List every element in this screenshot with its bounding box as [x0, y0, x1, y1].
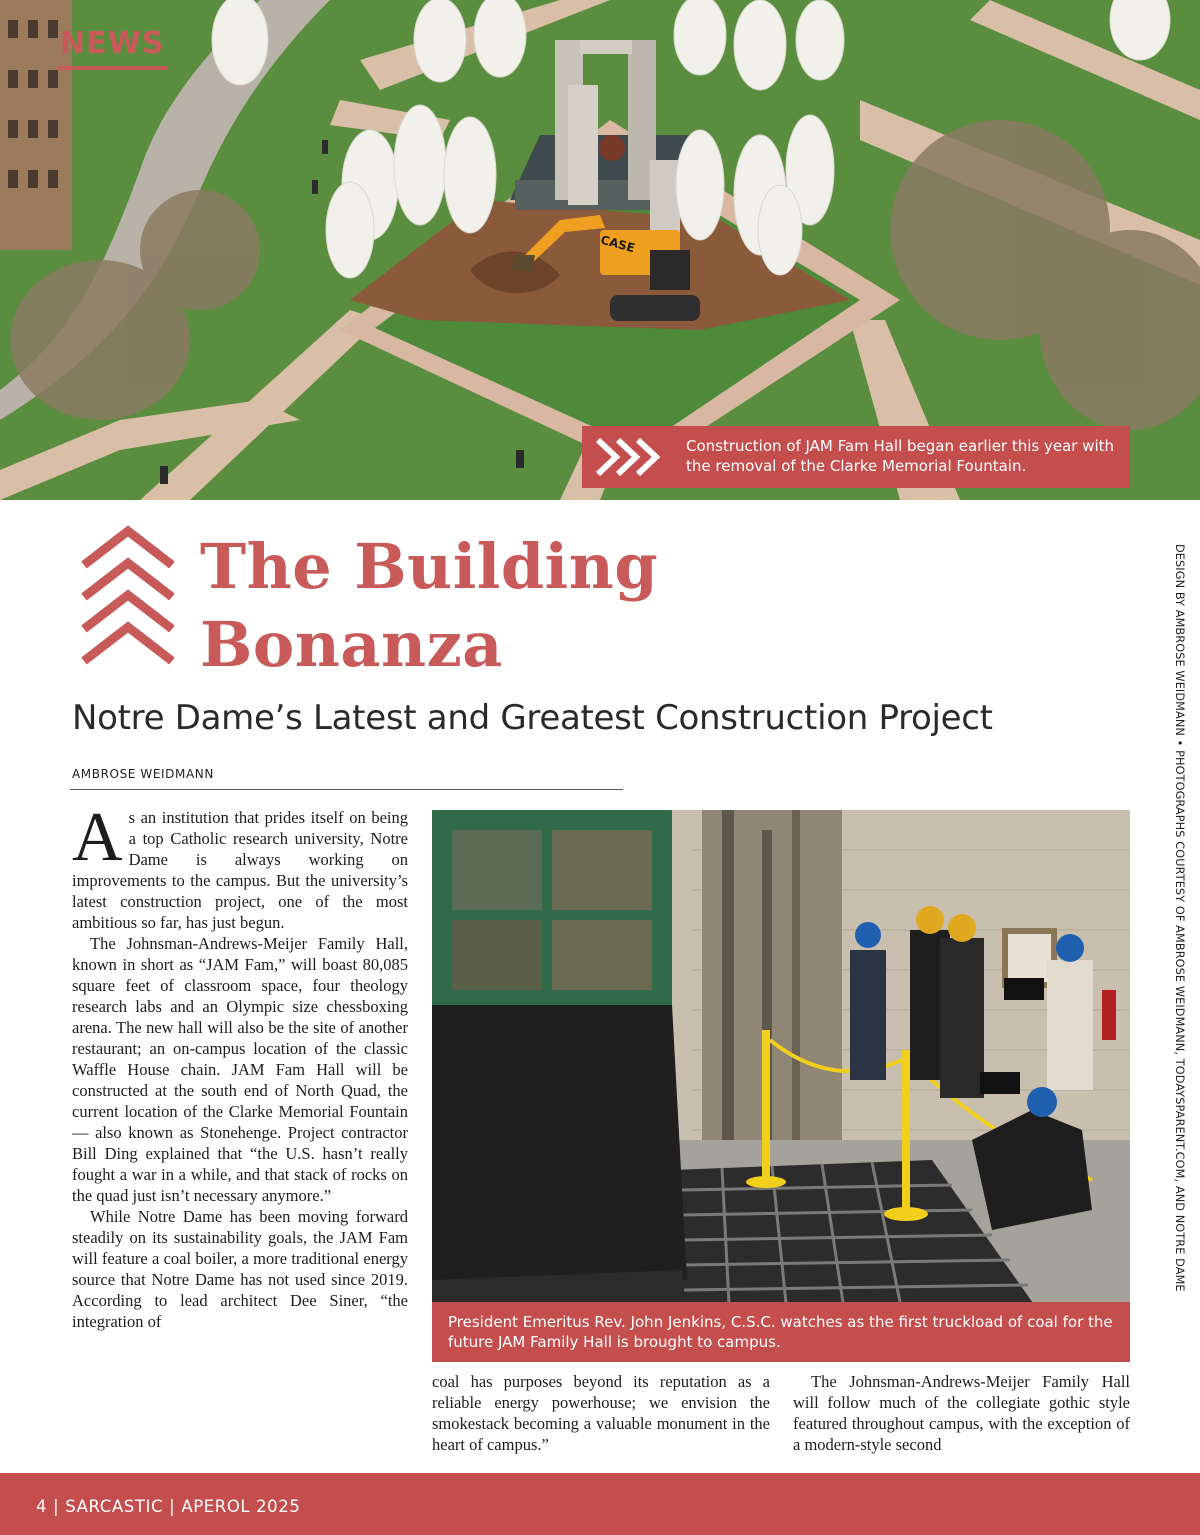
photo-credit: DESIGN BY AMBROSE WEIDMANN • PHOTOGRAPHS COURTESY OF AMBROSE WEIDMANN, TODAYSPARENT.COM, AND NOTRE DAME	[1173, 544, 1186, 1292]
article-title-line-2: Bonanza	[200, 608, 503, 681]
article-column-1	[72, 799, 408, 1467]
section-label-underline	[58, 66, 168, 70]
hero-caption-box	[582, 426, 1130, 488]
byline: AMBROSE WEIDMANN	[72, 767, 214, 781]
paragraph-5: The Johnsman-Andrews-Meijer Family Hall will follow much of the collegiate gothic style featured throughout campus, with the exception of a modern-style second	[793, 1372, 1130, 1454]
section-label: NEWS	[60, 26, 165, 61]
page-number: 4	[36, 1497, 48, 1516]
hero-photo	[0, 0, 1200, 500]
issue-name: APEROL 2025	[181, 1497, 301, 1516]
article-title	[200, 528, 658, 684]
inset-photo	[432, 810, 1130, 1362]
stacked-chevron-up-icon	[78, 525, 178, 670]
page-footer	[0, 1473, 1200, 1535]
hero-caption: Construction of JAM Fam Hall began earlier this year with the removal of the Clarke Memorial Fountain.	[686, 437, 1115, 475]
article-title-line-1: The Building	[200, 530, 659, 603]
excavator-brand: CASE	[599, 232, 637, 256]
paragraph-1: s an institution that prides itself on being a top Catholic research university, Notre Dame is always working on improvements to the campus. But the university’s latest construction project, one of the most ambitious so far, has just begun.	[72, 808, 408, 932]
article-subtitle: Notre Dame’s Latest and Greatest Construction Project	[72, 698, 993, 738]
footer-folio: 4 | SARCASTIC | APEROL 2025	[36, 1497, 301, 1516]
photo-credit-container	[1172, 544, 1192, 1464]
inset-caption: President Emeritus Rev. John Jenkins, C.S.C. watches as the first truckload of coal for the future JAM Family Hall is brought to campus.	[448, 1313, 1113, 1351]
triple-chevron-right-icon	[594, 434, 672, 480]
article-column-2	[432, 1371, 770, 1455]
coal-delivery-illustration	[432, 810, 1130, 1362]
paragraph-2: The Johnsman-Andrews-Meijer Family Hall, known in short as “JAM Fam,” will boast 80,085 square feet of classroom space, four theology research labs and an Olympic size chessboxing arena. The new hall will also be the site of another restaurant; an on-campus location of the classic Waffle House chain. JAM Fam Hall will be constructed at the south end of North Quad, the current location of the Clarke Memorial Fountain — also known as Stonehenge. Project contractor Bill Ding explained that “the U.S. hasn’t really fought a war in a while, and that stack of rocks on the quad just isn’t necessary anymore.”	[72, 934, 408, 1205]
paragraph-3: While Notre Dame has been moving forward steadily on its sustainability goals, the JAM Fam will feature a coal boiler, a more traditional energy source that Notre Dame has not used since 2019. According to lead architect Dee Siner, “the integration of	[72, 1207, 408, 1331]
article-column-3	[793, 1371, 1130, 1455]
paragraph-4: coal has purposes beyond its reputation as a reliable energy powerhouse; we envision the smokestack becoming a valuable monument in the heart of campus.”	[432, 1372, 770, 1454]
drop-cap: A	[72, 799, 123, 876]
quad-aerial-illustration	[0, 0, 1200, 500]
byline-divider	[70, 789, 623, 790]
inset-caption-box	[432, 1302, 1130, 1362]
publication-name: SARCASTIC	[65, 1497, 164, 1516]
